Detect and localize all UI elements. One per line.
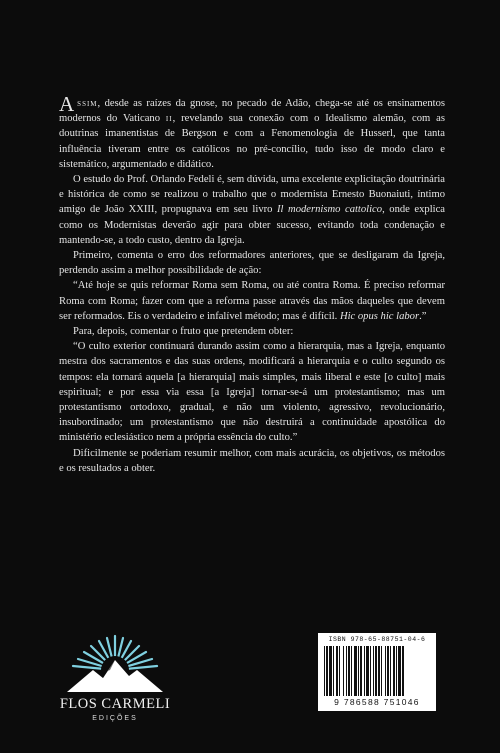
mountain-sunburst-icon: [63, 630, 167, 696]
back-cover-text: [59, 92, 446, 476]
quote-2: “O culto exterior continuará durando assim como a hierarquia, mas a Igreja, enquanto mestra dos sacramentos e das suas ordens, modificará a hierarquia e o culto segundo os tempos: ela tornará aquela [a hierarquia] mais simples, mais liberal e este [o culto] mais espiritual; e por essa via essa [a Igreja] tornar-se-á um protestantismo; mas um protestantismo ortodoxo, gradual, e não um violento, agressivo, revolucionário, insubordinado; um protestantismo que não destruirá a continuidade apostólica do ministério eclesiástico nem a própria essência do culto.”: [59, 341, 445, 444]
publisher-name: FLOS CARMELI: [59, 696, 171, 712]
book-title: Il modernismo cattolico: [277, 204, 383, 216]
drop-cap: A: [59, 92, 75, 116]
paragraph-2: O estudo do Prof. Orlando Fedeli é, sem dúvida, uma excelente explicitação doutrinária e histórica de como se realizou o trabalho que o modernista Ernesto Buonaiuti, íntimo amigo de João XXIII, propugnava em seu livro Il modernismo cattolico, onde explica como os Modernistas deverão agir para obter sucesso, evitando toda condenação e mantendo-se, a todo custo, dentro da Igreja.: [59, 174, 446, 246]
paragraph-7: Dificilmente se poderiam resumir melhor, com mais acurácia, os objetivos, os métodos e os resultados a obter.: [59, 447, 445, 474]
paragraph-3: Primeiro, comenta o erro dos reformadores anteriores, que se desligaram da Igreja, perdendo assim a melhor possibilidade de ação:: [59, 250, 445, 277]
publisher-logo: [57, 630, 173, 740]
paragraph-5: Para, depois, comentar o fruto que pretendem obter:: [73, 326, 294, 338]
barcode-icon: [324, 646, 430, 696]
isbn-barcode: [318, 633, 436, 711]
latin-phrase: Hic opus hic labor: [339, 310, 420, 322]
isbn-digits: 9 786588 751046: [334, 697, 420, 707]
isbn-label: ISBN 978-65-88751-04-6: [328, 636, 426, 643]
quote-1: “Até hoje se quis reformar Roma sem Roma, ou até contra Roma. É preciso reformar Roma com Roma; fazer com que a reforma passe através das mãos daqueles que devem ser reformados. Eis o verdadeiro e infalível método; mas é difícil. Hic opus hic labor.”: [59, 280, 445, 322]
publisher-sub: EDIÇÕES: [92, 715, 138, 722]
paragraph-1: Assim, desde as raízes da gnose, no pecado de Adão, chega-se até os ensinamentos modernos do Vaticano ii, revelando sua conexão com o Idealismo alemão, com as doutrinas imanentistas de Bergson e com a Fenomenologia de Husserl, que tanta influência tiveram entre os católicos no pré-concílio, tudo isso de modo claro e sistemático, argumentado e didático.: [59, 92, 445, 170]
